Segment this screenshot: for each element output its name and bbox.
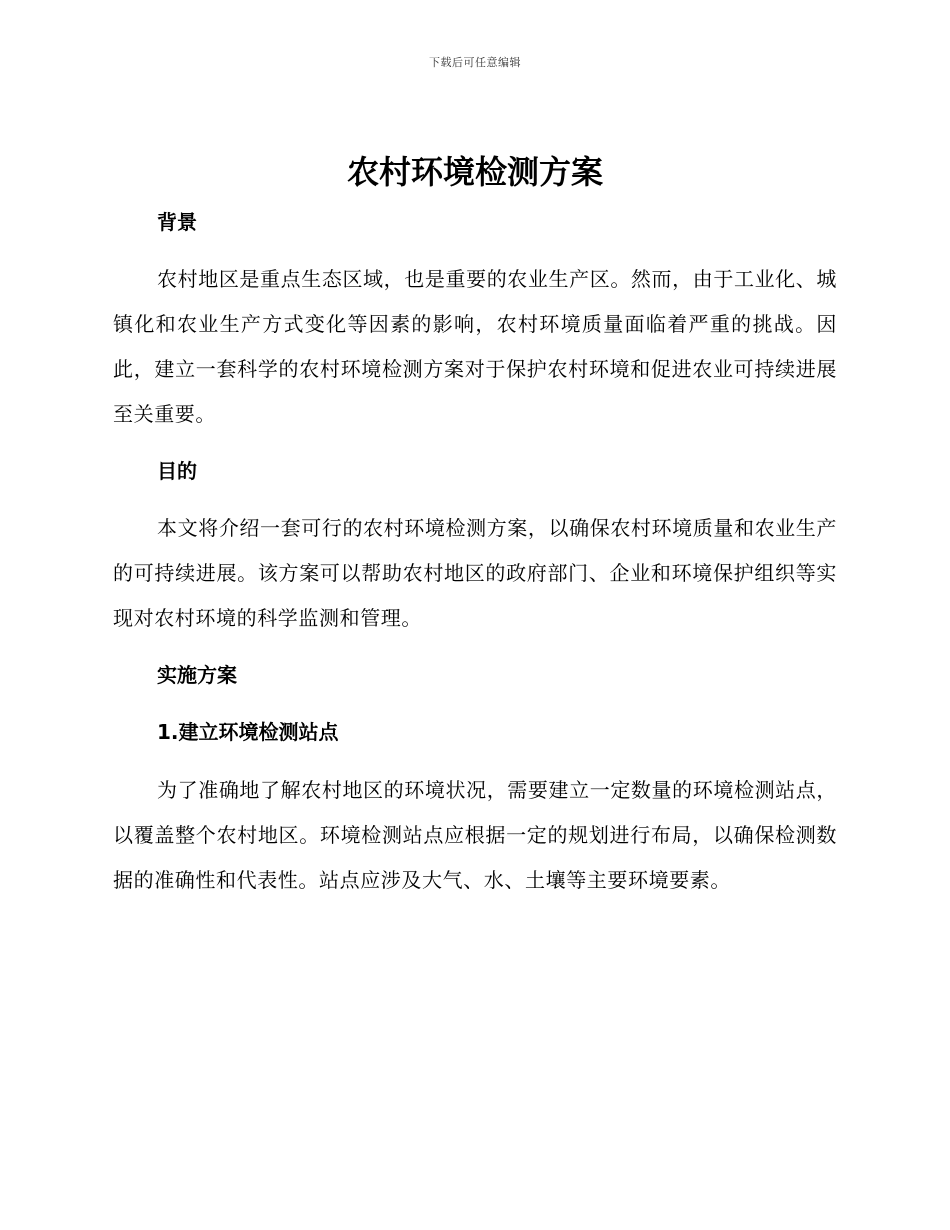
section-paragraph-purpose: 本文将介绍一套可行的农村环境检测方案，以确保农村环境质量和农业生产的可持续进展。该方案可以帮助农村地区的政府部门、企业和环境保护组织等实现对农村环境的科学监测和管理。	[113, 516, 837, 630]
section-heading-purpose: 目的	[157, 459, 197, 483]
section-heading-background: 背景	[157, 210, 197, 234]
subsection-paragraph-monitoring-stations: 为了准确地了解农村地区的环境状况，需要建立一定数量的环境检测站点，以覆盖整个农村地区。环境检测站点应根据一定的规划进行布局，以确保检测数据的准确性和代表性。站点应涉及大气、水、土壤等主要环境要素。	[113, 778, 837, 892]
section-heading-implementation: 实施方案	[157, 663, 237, 687]
page-title: 农村环境检测方案	[346, 153, 603, 191]
section-paragraph-background: 农村地区是重点生态区域，也是重要的农业生产区。然而，由于工业化、城镇化和农业生产方式变化等因素的影响，农村环境质量面临着严重的挑战。因此，建立一套科学的农村环境检测方案对于保护农村环境和促进农业可持续进展至关重要。	[113, 267, 837, 426]
page-header-note: 下载后可任意编辑	[429, 56, 521, 69]
subsection-heading-monitoring-stations: 1.建立环境检测站点	[157, 720, 339, 744]
